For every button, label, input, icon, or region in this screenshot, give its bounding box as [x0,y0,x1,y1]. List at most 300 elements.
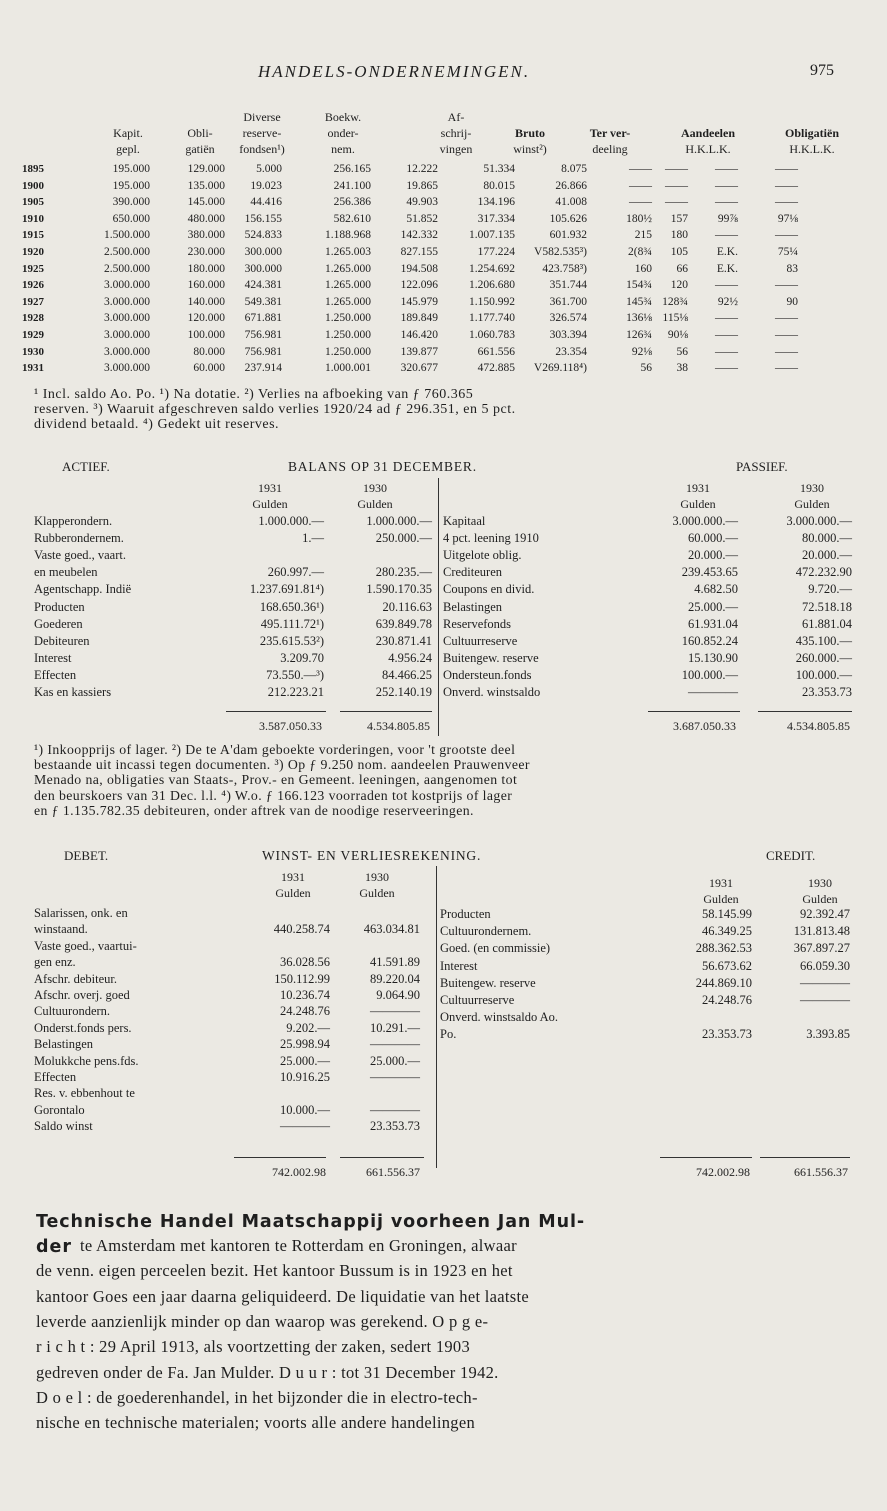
table-cell: 1.265.000 [325,262,371,275]
table-cell: —— [775,179,798,192]
passief-value-1930: 3.000.000.— [786,514,852,528]
table-cell: —— [665,179,688,192]
table-cell: E.K. [716,262,738,275]
actief-value-1930: 280.235.— [375,565,432,580]
credit-label: Interest [440,958,478,973]
actief-value-1930: 4.956.24 [388,650,432,665]
year-label: 1930 [808,876,832,890]
debet-value-1931: 150.112.99 [274,971,330,986]
credit-value-1930: 66.059.30 [800,958,850,973]
table-cell: 120 [670,279,688,292]
table-cell: 237.914 [244,362,282,375]
debet-value-1930: 10.291.— [370,1020,420,1035]
table-cell: V582.535³) [534,246,587,258]
passief-value-1930: 20.000.— [802,548,852,563]
table-cell: 139.877 [400,345,438,358]
column-header: Obli- [187,126,213,140]
table-cell: 122.096 [400,279,438,292]
credit-value-1931: 24.248.76 [702,993,752,1007]
passief-total-1930: 4.534.805.85 [787,719,850,733]
table-cell: 2.500.000 [104,246,150,258]
table-cell: 827.155 [400,246,438,258]
table-cell: 361.700 [549,295,587,308]
passief-value-1931: ———— [688,685,738,699]
debet-value-1931: 10.236.74 [280,988,330,1002]
table-cell: —— [775,312,798,325]
unit-label: Gulden [275,886,311,900]
passief-label: Kapitaal [443,514,486,528]
actief-value-1931: 260.997.— [267,565,324,580]
actief-value-1930: 1.000.000.— [366,514,432,528]
year-cell: 1931 [22,362,44,375]
company-text-line: D o e l : de goederenhandel, in het bijzonder die in electro-tech- [36,1387,478,1407]
table-cell: 3.000.000 [104,362,150,375]
table-cell: 134.196 [477,196,515,209]
unit-label: Gulden [357,497,393,511]
debet-value-1930: 41.591.89 [370,955,420,970]
footnote-line: bestaande uit incassi tegen documenten. ³) Op ƒ 9.250 nom. aandeelen Prauwenveer [34,757,530,773]
table-cell: 215 [634,229,652,242]
debet-label: Molukkche pens.fds. [34,1053,139,1068]
table-cell: E.K. [716,246,738,258]
passief-heading: PASSIEF. [736,459,788,474]
table-cell: 256.165 [333,163,371,175]
table-cell: —— [775,229,798,242]
table-cell: 160.000 [187,279,225,292]
actief-value-1930: 639.849.78 [375,616,432,631]
debet-value-1931: 36.028.56 [280,955,330,970]
passief-value-1931: 4.682.50 [694,582,738,597]
year-cell: 1927 [22,295,44,308]
actief-value-1930: 20.116.63 [382,599,432,614]
table-cell: 75¼ [777,246,798,258]
table-cell: V269.118⁴) [533,362,587,375]
debet-label: Belastingen [34,1037,94,1052]
unit-label: Gulden [703,892,739,906]
unit-label: Gulden [794,497,830,511]
unit-label: Gulden [680,497,716,511]
footnote-line: Menado na, obligaties van Staats-, Prov.- en Gemeent. leeningen, aangenomen tot [34,772,518,788]
unit-label: Gulden [252,497,288,511]
passief-value-1931: 61.931.04 [688,616,738,631]
year-cell: 1915 [22,229,44,242]
passief-value-1930: 80.000.— [802,531,852,546]
table-cell: 128¾ [662,295,688,308]
year-label: 1931 [281,870,305,884]
debet-label: Salarissen, onk. en [34,906,128,920]
table-cell: 129.000 [187,163,225,175]
debet-label: Gorontalo [34,1102,85,1117]
debet-label: winstaand. [34,922,88,937]
debet-value-1930: ———— [370,1070,420,1084]
table-cell: 1.265.000 [325,295,371,308]
passief-label: Cultuurreserve [443,633,518,648]
table-cell: 671.881 [244,312,282,325]
passief-value-1931: 25.000.— [688,599,738,614]
table-cell: 160 [634,262,652,275]
table-cell: —— [775,163,798,175]
table-cell: 156.155 [244,212,282,225]
table-cell: —— [715,196,738,209]
footnote-line: ¹ Incl. saldo Ao. Po. ¹) Na dotatie. ²) Verlies na afboeking van ƒ 760.365 [34,387,474,402]
credit-label: Buitengew. reserve [440,975,536,990]
table-cell: 136⅛ [626,312,652,325]
table-cell: 99⅞ [717,212,738,225]
actief-value-1931: 1.237.691.81⁴) [249,582,324,597]
year-cell: 1929 [22,329,44,341]
table-cell: —— [715,312,738,325]
table-cell: 3.000.000 [104,345,150,358]
footnote-line: dividend betaald. ⁴) Gedekt uit reserves. [34,417,280,432]
debet-value-1930: 23.353.73 [370,1119,420,1134]
debet-label: gen enz. [34,955,76,970]
table-cell: 157 [670,212,688,225]
table-cell: 51.852 [406,212,438,225]
table-cell: 661.556 [477,345,515,358]
table-cell: 351.744 [549,279,587,292]
table-cell: 1.250.000 [325,312,371,325]
table-cell: 256.386 [333,196,371,209]
credit-label: Cultuurreserve [440,993,515,1007]
column-header: vingen [439,142,473,156]
table-cell: 115⅛ [662,312,688,325]
total-rule [660,1157,752,1158]
actief-label: Kas en kassiers [34,685,112,699]
table-cell: 56 [676,345,688,358]
table-cell: 41.008 [555,196,587,209]
total-rule [226,711,326,712]
passief-label: Uitgelote oblig. [443,548,522,563]
unit-label: Gulden [802,892,838,906]
table-cell: 80.000 [193,345,225,358]
year-cell: 1930 [22,345,44,358]
column-header: gatiën [185,142,215,156]
column-header: onder- [327,126,359,140]
table-cell: 1.500.000 [104,229,150,242]
table-cell: 524.833 [244,229,282,242]
actief-value-1930: 1.590.170.35 [366,582,432,597]
passief-value-1930: 472.232.90 [795,565,852,580]
table-cell: 1.177.740 [469,312,515,325]
table-cell: 38 [676,362,688,375]
year-cell: 1928 [22,312,44,325]
actief-value-1930: 84.466.25 [382,667,432,682]
table-cell: 1.060.783 [469,329,515,341]
debet-value-1931: 25.000.— [280,1053,330,1068]
total-rule [340,711,432,712]
column-header: nem. [331,142,355,156]
table-cell: —— [715,163,738,175]
table-cell: 650.000 [112,212,150,225]
column-header: Bruto [515,126,545,140]
table-cell: 1.265.000 [325,279,371,292]
actief-value-1930: 250.000.— [375,531,432,546]
debet-value-1930: 25.000.— [370,1053,420,1068]
column-header: Ter ver- [589,126,631,140]
table-cell: 56 [640,362,652,375]
table-cell: —— [715,329,738,341]
table-cell: 5.000 [256,163,282,175]
debet-label: Cultuurondern. [34,1004,111,1019]
table-cell: 3.000.000 [104,279,150,292]
table-cell: 549.381 [244,295,282,308]
table-cell: 105.626 [549,212,587,225]
table-cell: 424.381 [244,279,282,292]
credit-value-1931: 46.349.25 [702,924,752,939]
passief-value-1930: 435.100.— [795,633,852,648]
passief-value-1930: 100.000.— [795,667,852,682]
passief-value-1930: 23.353.73 [802,685,852,699]
credit-value-1930: 367.897.27 [793,941,850,956]
year-label: 1931 [686,481,710,495]
table-cell: 145¾ [626,295,652,308]
year-cell: 1900 [22,179,44,192]
passief-label: 4 pct. leening 1910 [443,531,539,546]
table-cell: —— [775,196,798,209]
passief-value-1930: 72.518.18 [802,599,852,614]
table-cell: 97⅛ [777,212,798,225]
debet-value-1930: 463.034.81 [363,922,420,937]
credit-total-1931: 742.002.98 [696,1165,750,1179]
actief-value-1931: 235.615.53²) [259,633,324,648]
credit-value-1930: 3.393.85 [806,1027,850,1042]
table-cell: 2(8¾ [628,246,652,258]
year-label: 1930 [363,481,387,495]
table-cell: —— [775,279,798,292]
actief-value-1931: 168.650.36¹) [259,599,324,614]
passief-total-1931: 3.687.050.33 [673,719,736,733]
footnote-line: ¹) Inkoopprijs of lager. ²) De te A'dam geboekte vorderingen, voor 't grootste deel [34,742,516,757]
table-cell: 180½ [626,212,652,225]
actief-value-1931: 495.111.72¹) [260,616,324,631]
debet-value-1931: 9.202.— [286,1020,330,1035]
actief-label: Rubberondernem. [34,531,124,546]
passief-value-1931: 239.453.65 [681,565,738,580]
actief-total-1931: 3.587.050.33 [259,719,322,733]
credit-value-1931: 58.145.99 [702,907,752,921]
table-cell: 1.250.000 [325,329,371,341]
credit-value-1931: 288.362.53 [695,941,752,956]
credit-total-1930: 661.556.37 [794,1165,848,1179]
table-cell: 317.334 [477,212,515,225]
column-header: H.K.L.K. [685,142,731,156]
passief-label: Onverd. winstsaldo [443,685,541,699]
table-cell: —— [775,362,798,375]
table-cell: 49.903 [406,196,438,209]
page-number: 975 [810,62,834,79]
passief-value-1931: 100.000.— [681,667,738,682]
company-title-cont: der [36,1237,73,1257]
year-label: 1931 [258,481,282,495]
table-cell: 135.000 [187,179,225,192]
footnote-line: en ƒ 1.135.782.35 debiteuren, onder aftrek van de noodige reserveeringen. [34,802,474,818]
year-cell: 1920 [22,246,44,258]
credit-label: Onverd. winstsaldo Ao. [440,1010,559,1025]
column-header: Diverse [243,110,281,124]
table-cell: 60.000 [193,362,225,375]
actief-value-1931: 1.000.000.— [258,514,324,528]
debet-value-1931: 10.000.— [280,1102,330,1117]
table-cell: 1.254.692 [469,262,515,275]
column-header: schrij- [440,126,472,140]
table-cell: 1.007.135 [469,229,515,242]
table-cell: 146.420 [400,329,438,341]
table-cell: 180 [670,229,688,242]
pl-title: WINST- EN VERLIESREKENING. [262,848,482,863]
column-divider [438,478,439,736]
total-rule [234,1157,326,1158]
table-cell: 3.000.000 [104,312,150,325]
company-text-line: nische en technische materialen; voorts alle andere handelingen [36,1413,476,1433]
column-header: Aandeelen [681,126,735,140]
table-cell: 90 [786,295,798,308]
table-cell: 120.000 [187,312,225,325]
column-header: Obligatiën [784,126,839,140]
credit-value-1930: 92.392.47 [800,907,850,921]
passief-value-1931: 15.130.90 [688,650,738,665]
table-cell: 756.981 [244,345,282,358]
column-header: reserve- [242,126,282,140]
total-rule [648,711,740,712]
table-cell: 195.000 [112,179,150,192]
table-cell: 1.000.001 [325,362,371,375]
table-cell: 142.332 [400,229,438,242]
table-cell: —— [629,179,652,192]
actief-value-1931: 73.550.—³) [266,667,324,682]
passief-label: Buitengew. reserve [443,650,539,665]
passief-value-1930: 260.000.— [795,650,852,665]
debet-label: Effecten [34,1070,77,1084]
table-cell: 480.000 [187,212,225,225]
actief-label: Producten [34,599,85,614]
table-cell: 1.250.000 [325,345,371,358]
company-text-line: r i c h t : 29 April 1913, als voortzetting der zaken, sedert 1903 [36,1337,471,1357]
actief-label: Effecten [34,667,77,682]
credit-value-1931: 23.353.73 [702,1027,752,1042]
table-cell: —— [715,229,738,242]
debet-value-1930: ———— [370,1037,420,1052]
actief-label: Goederen [34,616,83,631]
actief-value-1930: 252.140.19 [375,685,432,699]
table-cell: 100.000 [187,329,225,341]
column-header: deeling [592,142,628,156]
table-cell: 326.574 [549,312,587,325]
actief-value-1930: 230.871.41 [375,633,432,648]
table-cell: —— [715,179,738,192]
passief-value-1931: 20.000.— [688,548,738,563]
debet-value-1930: 89.220.04 [370,971,420,986]
actief-label: en meubelen [34,565,98,580]
actief-label: Interest [34,650,72,665]
table-cell: 601.932 [549,229,587,242]
table-cell: 472.885 [477,362,515,375]
credit-label: Goed. (en commissie) [440,941,551,956]
table-cell: 380.000 [187,229,225,242]
table-cell: —— [665,163,688,175]
company-text-line: de venn. eigen perceelen bezit. Het kantoor Bussum is in 1923 en het [36,1261,513,1281]
year-label: 1931 [709,876,733,890]
table-cell: 80.015 [483,179,515,192]
debet-value-1931: ———— [280,1119,330,1134]
table-cell: 195.000 [112,163,150,175]
column-header: Boekw. [324,110,362,124]
passief-label: Belastingen [443,599,503,614]
passief-label: Coupons en divid. [443,582,535,597]
table-cell: 92½ [717,295,738,308]
table-cell: 300.000 [244,262,282,275]
table-cell: 423.758³) [542,262,587,275]
table-cell: 241.100 [333,179,371,192]
table-cell: —— [629,196,652,209]
credit-label: Producten [440,907,491,921]
company-text-line: gedreven onder de Fa. Jan Mulder. D u u r : tot 31 December 1942. [36,1362,499,1382]
credit-value-1931: 244.869.10 [695,975,752,990]
running-header: HANDELS-ONDERNEMINGEN. [258,62,531,81]
debet-total-1931: 742.002.98 [272,1165,326,1179]
credit-value-1930: 131.813.48 [793,924,850,939]
table-cell: 756.981 [244,329,282,341]
year-label: 1930 [365,870,389,884]
actief-value-1931: 212.223.21 [267,685,324,699]
total-rule [760,1157,850,1158]
table-cell: 303.394 [549,329,587,341]
table-cell: 189.849 [400,312,438,325]
debet-label: Saldo winst [34,1119,93,1134]
company-text-line: kantoor Goes een jaar daarna geliquideerd. De liquidatie van het laatste [36,1286,530,1306]
total-rule [758,711,852,712]
actief-heading: ACTIEF. [62,459,110,474]
table-cell: 23.354 [555,345,587,358]
table-cell: 90⅛ [667,329,688,341]
table-cell: 180.000 [187,262,225,275]
actief-label: Debiteuren [34,633,90,648]
table-cell: —— [775,345,798,358]
credit-label: Po. [440,1027,457,1042]
table-cell: —— [665,196,688,209]
credit-heading: CREDIT. [766,848,816,863]
company-text-line: te Amsterdam met kantoren te Rotterdam en Groningen, alwaar [80,1236,517,1255]
table-cell: 8.075 [561,163,587,175]
column-header: fondsen¹) [239,142,285,156]
debet-value-1931: 10.916.25 [280,1070,330,1084]
debet-label: Onderst.fonds pers. [34,1020,132,1035]
column-header: Kapit. [113,126,143,140]
table-cell: 26.866 [555,179,587,192]
table-cell: 154¾ [626,279,652,292]
table-cell: 2.500.000 [104,262,150,275]
credit-value-1930: ———— [800,975,850,990]
debet-heading: DEBET. [64,848,109,863]
column-header: H.K.L.K. [789,142,835,156]
column-header: gepl. [116,142,140,156]
debet-value-1931: 440.258.74 [273,922,330,937]
debet-label: Afschr. overj. goed [34,988,130,1002]
table-cell: —— [715,279,738,292]
table-cell: 92⅛ [631,345,652,358]
table-cell: —— [775,329,798,341]
table-cell: 3.000.000 [104,329,150,341]
company-title: Technische Handel Maatschappij voorheen Jan Mul- [36,1212,586,1232]
footnote-line: den beurskoers van 31 Dec. l.l. ⁴) W.o. ƒ 166.123 voorraden tot kostprijs of lager [34,787,513,803]
table-cell: 83 [786,262,798,275]
credit-value-1931: 56.673.62 [702,958,752,973]
table-cell: 1.206.680 [469,279,515,292]
credit-label: Cultuurondernem. [440,924,532,939]
actief-label: Vaste goed., vaart. [34,548,126,563]
passief-label: Crediteuren [443,565,503,580]
debet-label: Vaste goed., vaartui- [34,938,137,953]
year-cell: 1895 [22,163,44,175]
